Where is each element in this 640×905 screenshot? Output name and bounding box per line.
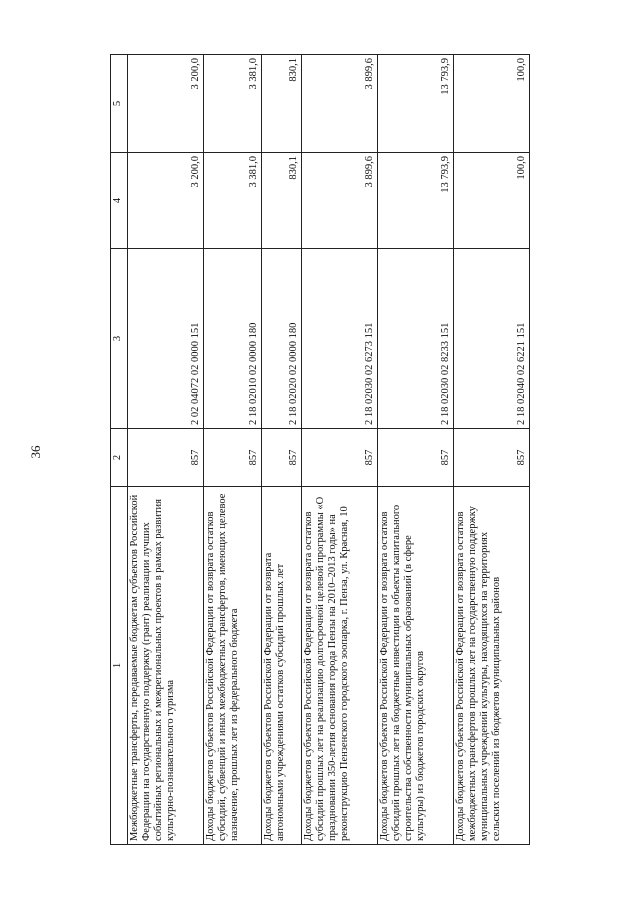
row-budget-code: 2 18 02030 02 8233 151 — [378, 249, 454, 429]
row-budget-code: 2 18 02040 02 6221 151 — [454, 249, 530, 429]
row-description: Доходы бюджетов субъектов Российской Федерации от возврата остатков межбюджетных трансфертов прошлых лет на государственную поддержку муниципальных учреждений культуры, находящихся на территориях сельских поселений из бюджетов муниципальных районов — [454, 487, 530, 845]
header-col-2: 2 — [111, 429, 128, 487]
row-admin-code: 857 — [261, 429, 301, 487]
table-row — [454, 55, 530, 845]
row-admin-code: 857 — [203, 429, 261, 487]
row-description: Доходы бюджетов субъектов Российской Федерации от возврата автономными учреждениями остатков субсидий прошлых лет — [261, 487, 301, 845]
row-description: Межбюджетные трансферты, передаваемые бюджетам субъектов Российской Федерации на государственную поддержку (грант) реализации лучших событийных региональных и межрегиональных проектов в рамках развития культурно-познавательного туризма — [128, 487, 204, 845]
row-admin-code: 857 — [454, 429, 530, 487]
row-value-4: 3 200,0 — [128, 153, 204, 249]
rotated-sheet — [110, 55, 530, 845]
row-value-5: 3 899,6 — [302, 55, 378, 153]
header-col-4: 4 — [111, 153, 128, 249]
row-admin-code: 857 — [302, 429, 378, 487]
row-budget-code: 2 18 02030 02 6273 151 — [302, 249, 378, 429]
page-number: 36 — [28, 445, 43, 459]
row-budget-code: 2 18 02010 02 0000 180 — [203, 249, 261, 429]
row-value-4: 3 381,0 — [203, 153, 261, 249]
header-col-1: 1 — [111, 487, 128, 845]
header-col-3: 3 — [111, 249, 128, 429]
header-col-5: 5 — [111, 55, 128, 153]
row-value-4: 830,1 — [261, 153, 301, 249]
table-row — [128, 55, 204, 845]
table-row — [261, 55, 301, 845]
table-header-row — [111, 55, 128, 845]
row-value-4: 13 793,9 — [378, 153, 454, 249]
row-value-5: 13 793,9 — [378, 55, 454, 153]
row-value-5: 830,1 — [261, 55, 301, 153]
row-description: Доходы бюджетов субъектов Российской Федерации от возврата остатков субсидий, субвенций и иных межбюджетных трансфертов, имеющих целевое назначение, прошлых лет из федерального бюджета — [203, 487, 261, 845]
row-admin-code: 857 — [128, 429, 204, 487]
row-description: Доходы бюджетов субъектов Российской Федерации от возврата остатков субсидий прошлых лет на реализацию долгосрочной целевой программы «О праздновании 350-летия основания города Пензы на 2010–2013 годы» на реконструкцию Пензенского городского зоопарка, г. Пенза, ул. Красная, 10 — [302, 487, 378, 845]
budget-table — [110, 54, 530, 845]
row-budget-code: 2 18 02020 02 0000 180 — [261, 249, 301, 429]
row-value-4: 3 899,6 — [302, 153, 378, 249]
row-value-5: 3 200,0 — [128, 55, 204, 153]
table-row — [378, 55, 454, 845]
row-value-4: 100,0 — [454, 153, 530, 249]
row-value-5: 100,0 — [454, 55, 530, 153]
row-budget-code: 2 02 04072 02 0000 151 — [128, 249, 204, 429]
table-row — [203, 55, 261, 845]
table-row — [302, 55, 378, 845]
row-description: Доходы бюджетов субъектов Российской Федерации от возврата остатков субсидий прошлых лет на бюджетные инвестиции в объекты капитального строительства собственности муниципальных образований (в сфере культуры) из бюджетов городских округов — [378, 487, 454, 845]
row-value-5: 3 381,0 — [203, 55, 261, 153]
row-admin-code: 857 — [378, 429, 454, 487]
